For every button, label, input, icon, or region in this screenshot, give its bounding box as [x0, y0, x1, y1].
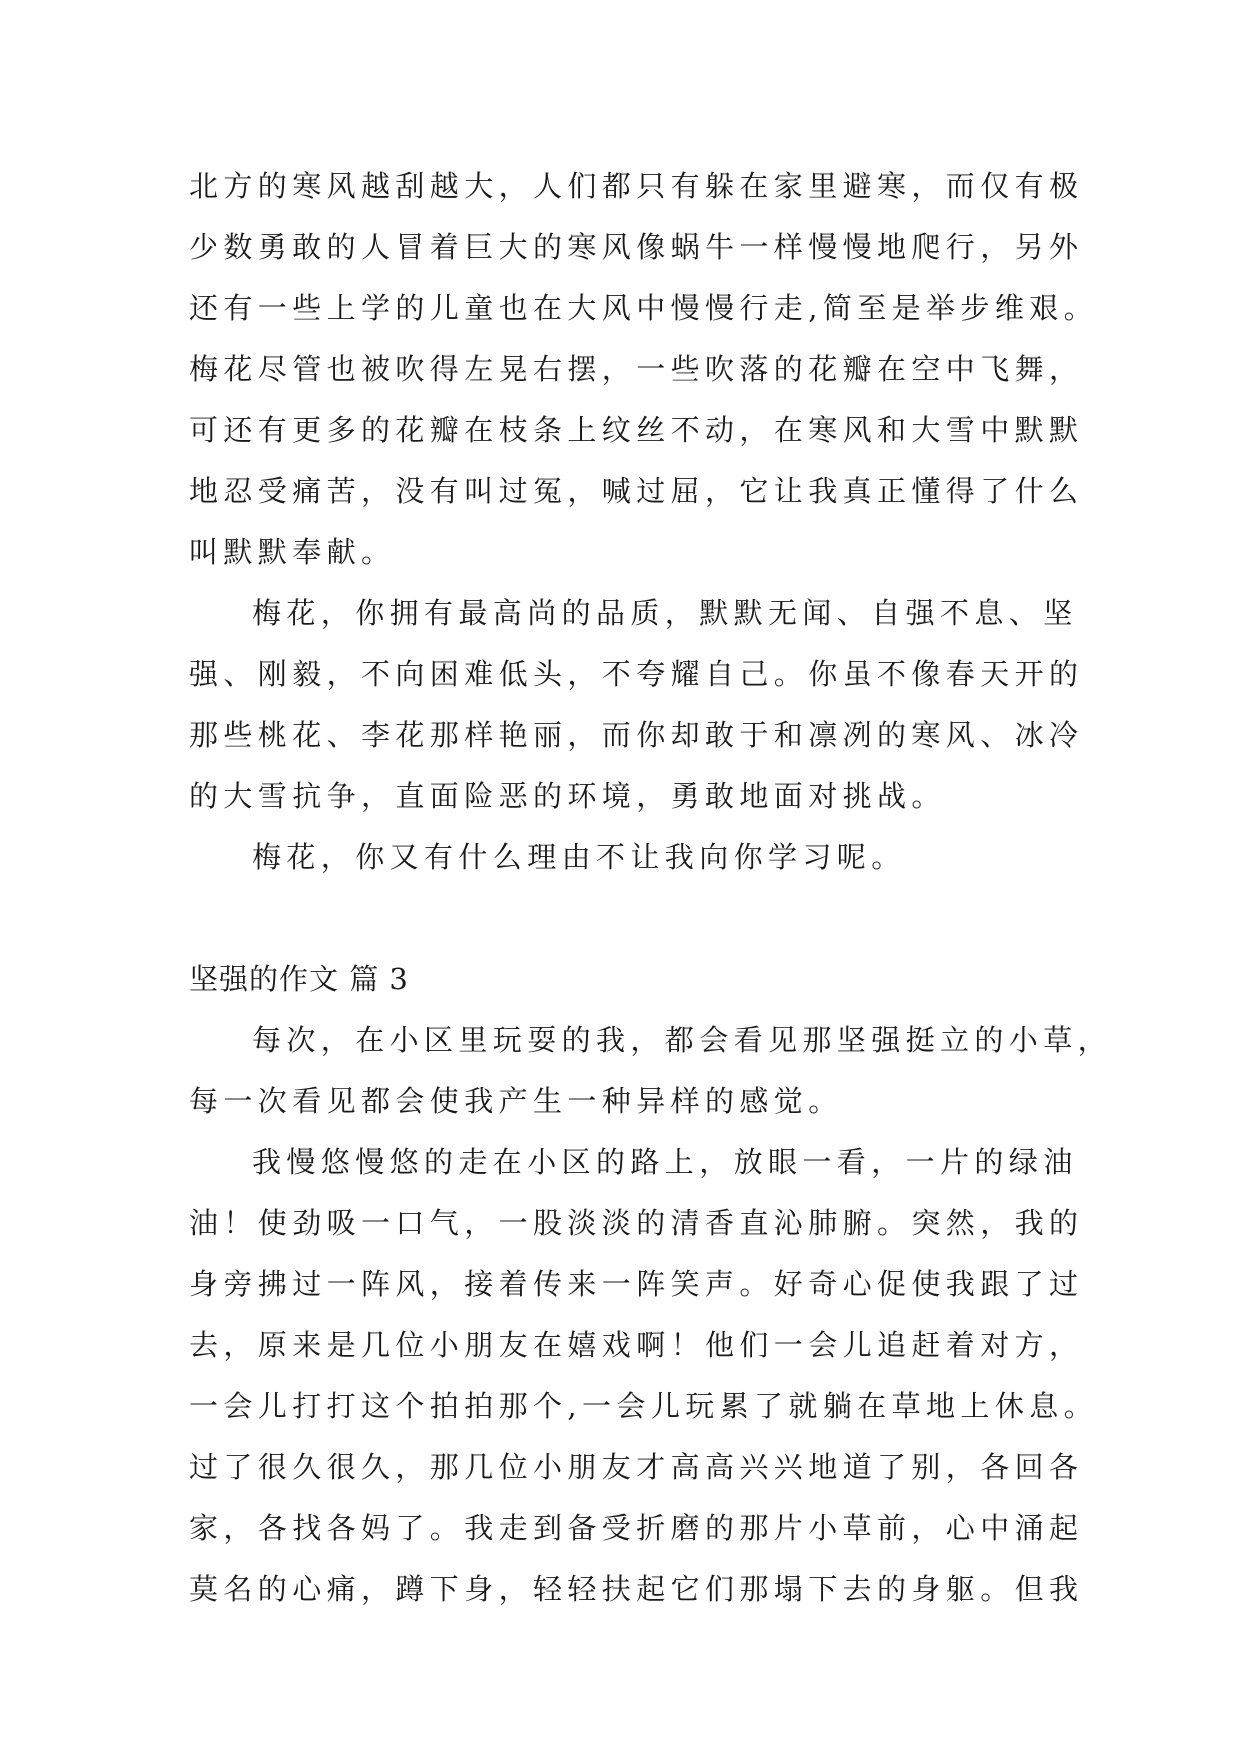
paragraph-1-line-1: 北方的寒风越刮越大，人们都只有躲在家里避寒，而仅有极: [189, 169, 1084, 203]
paragraph-1-line-6: 地忍受痛苦，没有叫过冤，喊过屈，它让我真正懂得了什么: [189, 474, 1084, 508]
paragraph-1-line-4: 梅花尽管也被吹得左晃右摆，一些吹落的花瓣在空中飞舞，: [189, 352, 1084, 386]
paragraph-2-line-1: 梅花，你拥有最高尚的品质，默默无闻、自强不息、坚: [252, 596, 1078, 630]
paragraph-1-line-2: 少数勇敢的人冒着巨大的寒风像蜗牛一样慢慢地爬行，另外: [189, 230, 1084, 264]
paragraph-2-line-3: 那些桃花、李花那样艳丽，而你却敢于和凛冽的寒风、冰冷: [189, 718, 1084, 752]
paragraph-5-line-2: 油！使劲吸一口气，一股淡淡的清香直沁肺腑。突然，我的: [189, 1206, 1084, 1240]
paragraph-5-line-8: 莫名的心痛，蹲下身，轻轻扶起它们那塌下去的身躯。但我: [189, 1572, 1084, 1606]
paragraph-1-line-5: 可还有更多的花瓣在枝条上纹丝不动，在寒风和大雪中默默: [189, 413, 1084, 447]
paragraph-4-line-2: 每一次看见都会使我产生一种异样的感觉。: [189, 1084, 843, 1118]
paragraph-2-line-4: 的大雪抗争，直面险恶的环境，勇敢地面对挑战。: [189, 779, 946, 813]
paragraph-5-line-1: 我慢悠慢悠的走在小区的路上，放眼一看，一片的绿油: [252, 1145, 1078, 1179]
paragraph-4-line-1: 每次，在小区里玩耍的我，都会看见那坚强挺立的小草，: [252, 1023, 1113, 1057]
paragraph-1-line-3: 还有一些上学的儿童也在大风中慢慢行走,简至是举步维艰。: [189, 291, 1099, 325]
paragraph-3-line-1: 梅花，你又有什么理由不让我向你学习呢。: [252, 840, 906, 874]
paragraph-5-line-5: 一会儿打打这个拍拍那个,一会儿玩累了就躺在草地上休息。: [189, 1389, 1099, 1423]
paragraph-5-line-7: 家，各找各妈了。我走到备受折磨的那片小草前，心中涌起: [189, 1511, 1084, 1545]
paragraph-5-line-4: 去，原来是几位小朋友在嬉戏啊！他们一会儿追赶着对方，: [189, 1328, 1084, 1362]
paragraph-5-line-6: 过了很久很久，那几位小朋友才高高兴兴地道了别，各回各: [189, 1450, 1084, 1484]
paragraph-5-line-3: 身旁拂过一阵风，接着传来一阵笑声。好奇心促使我跟了过: [189, 1267, 1084, 1301]
paragraph-1-line-7: 叫默默奉献。: [189, 535, 396, 569]
section-heading: 坚强的作文 篇 3: [189, 962, 409, 996]
paragraph-2-line-2: 强、刚毅，不向困难低头，不夸耀自己。你虽不像春天开的: [189, 657, 1084, 691]
